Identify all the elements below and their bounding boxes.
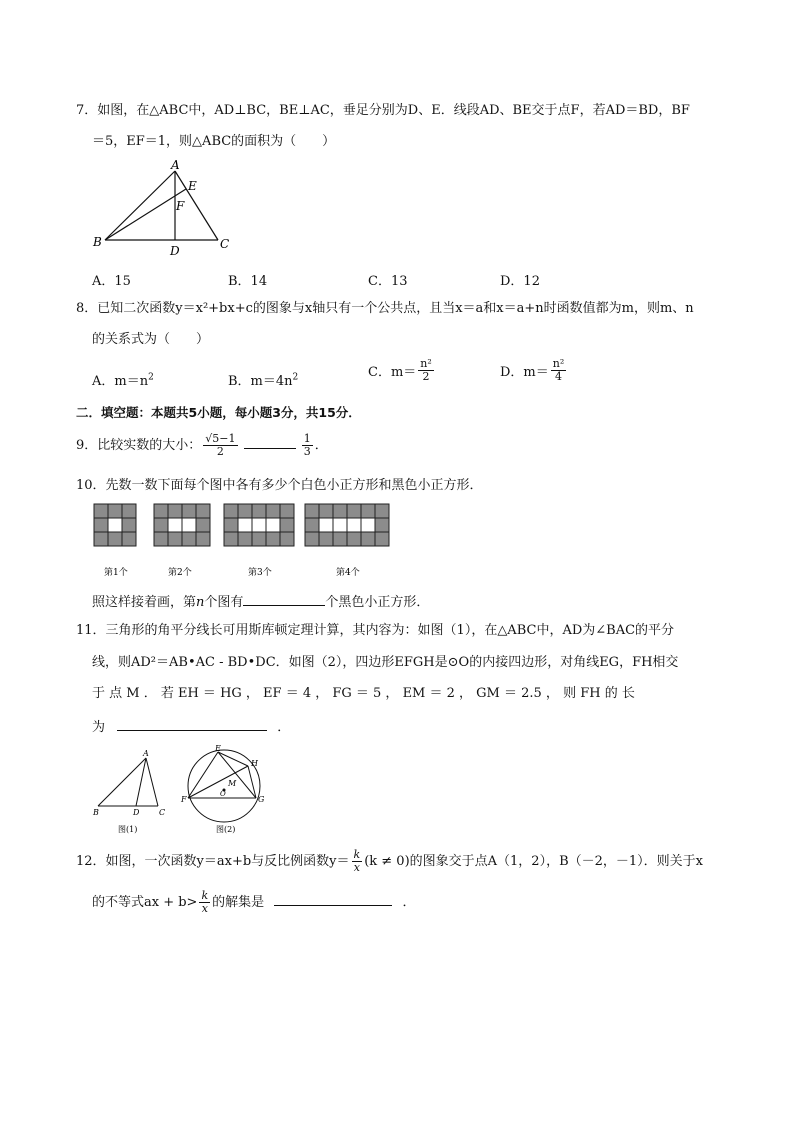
q10-caption-4: 第4个 bbox=[336, 568, 360, 578]
black-square bbox=[224, 504, 238, 518]
black-square bbox=[266, 504, 280, 518]
black-square bbox=[182, 532, 196, 546]
q7-option-b: B．14 bbox=[228, 274, 268, 289]
q11-fig2-label-g: G bbox=[258, 795, 265, 804]
q11-line2: 线，则AD²＝AB•AC - BD•DC．如图（2），四边形EFGH是⊙O的内接四边形，对角线EG，FH相交 bbox=[92, 655, 679, 670]
q12-line1: 12．如图，一次函数y＝ax+b与反比例函数y＝ $\frac{k}{x}$ (k ≠ 0)的图象交于点A（1，2），B（－2，－1）．则关于x bbox=[76, 848, 704, 874]
q11-fig1-label-d: D bbox=[133, 808, 140, 817]
black-square bbox=[182, 504, 196, 518]
black-square bbox=[122, 518, 136, 532]
q7-label-e: E bbox=[188, 179, 197, 193]
q11-fig2-label-m: M bbox=[228, 779, 237, 788]
q11-fig2-caption: 图(2) bbox=[216, 825, 236, 834]
black-square bbox=[305, 532, 319, 546]
black-square bbox=[375, 504, 389, 518]
black-square bbox=[108, 532, 122, 546]
q9-line: 9．比较实数的大小： $\frac{√5-1}{2}$ $\frac{1}{3}$ ． bbox=[76, 432, 328, 458]
black-square bbox=[238, 532, 252, 546]
black-square bbox=[238, 504, 252, 518]
q10-figure-2 bbox=[154, 504, 210, 546]
black-square bbox=[154, 518, 168, 532]
q10-caption-2: 第2个 bbox=[168, 568, 192, 578]
black-square bbox=[266, 532, 280, 546]
q8-line2: 的关系式为（ ） bbox=[92, 332, 210, 347]
q7-label-d: D bbox=[170, 244, 180, 258]
q9-answer-blank[interactable] bbox=[244, 434, 296, 449]
white-square bbox=[168, 518, 182, 532]
black-square bbox=[305, 518, 319, 532]
q7-option-a: A．15 bbox=[92, 274, 131, 289]
q7-option-d: D．12 bbox=[500, 274, 540, 289]
black-square bbox=[122, 532, 136, 546]
black-square bbox=[280, 532, 294, 546]
black-square bbox=[224, 518, 238, 532]
black-square bbox=[108, 504, 122, 518]
q11-fig1-label-b: B bbox=[93, 808, 99, 817]
q11-figures bbox=[88, 744, 278, 840]
black-square bbox=[375, 532, 389, 546]
white-square bbox=[252, 518, 266, 532]
black-square bbox=[333, 504, 347, 518]
q11-fig2-label-o: O bbox=[220, 790, 226, 798]
black-square bbox=[154, 532, 168, 546]
q12-answer-blank[interactable] bbox=[274, 891, 392, 906]
q7-label-a: A bbox=[171, 158, 180, 172]
q11-line3: 于 点 M ． 若 EH ＝ HG ， EF ＝ 4 ， FG ＝ 5 ， EM ＝ 2 ， GM ＝ 2.5 ， 则 FH 的 长 bbox=[92, 686, 635, 701]
white-square bbox=[347, 518, 361, 532]
q7-label-b: B bbox=[93, 235, 102, 249]
q7-triangle-figure bbox=[90, 158, 240, 262]
q10-figure-3 bbox=[224, 504, 294, 546]
black-square bbox=[122, 504, 136, 518]
black-square bbox=[94, 532, 108, 546]
black-square bbox=[196, 518, 210, 532]
black-square bbox=[196, 532, 210, 546]
black-square bbox=[280, 518, 294, 532]
q11-line4: 为 ． bbox=[92, 716, 290, 737]
q10-answer-blank[interactable] bbox=[243, 591, 325, 606]
black-square bbox=[168, 532, 182, 546]
black-square bbox=[319, 532, 333, 546]
black-square bbox=[168, 504, 182, 518]
black-square bbox=[252, 504, 266, 518]
q8-option-c: C．m＝ $\frac{\text{n²}}{2}$ bbox=[368, 357, 432, 383]
black-square bbox=[196, 504, 210, 518]
q11-fig2-label-f: F bbox=[181, 795, 187, 804]
q8-option-a: A．$m=n^2$ bbox=[92, 372, 154, 389]
q11-fig1-label-a: A bbox=[143, 749, 149, 758]
q7-line1: 7．如图，在△ABC中，AD⊥BC，BE⊥AC，垂足分别为D、E．线段AD、BE交于点F，若AD＝BD，BF bbox=[76, 103, 690, 118]
q10-line1: 10．先数一数下面每个图中各有多少个白色小正方形和黑色小正方形． bbox=[76, 478, 483, 493]
q11-fig2-label-e: E bbox=[215, 744, 221, 753]
black-square bbox=[361, 504, 375, 518]
q7-label-c: C bbox=[220, 237, 230, 251]
white-square bbox=[108, 518, 122, 532]
q11-fig2-label-h: H bbox=[251, 759, 258, 768]
q8-option-b: B．$m=4n^2$ bbox=[228, 372, 299, 389]
q10-caption-3: 第3个 bbox=[248, 568, 272, 578]
q10-figure-4 bbox=[305, 504, 389, 546]
black-square bbox=[347, 532, 361, 546]
q7-label-f: F bbox=[176, 199, 185, 213]
black-square bbox=[319, 504, 333, 518]
black-square bbox=[154, 504, 168, 518]
white-square bbox=[238, 518, 252, 532]
black-square bbox=[361, 532, 375, 546]
q10-line2: 照这样接着画，第n个图有 个黑色小正方形． bbox=[92, 591, 429, 612]
q8-option-d: D．m＝ $\frac{\text{n²}}{4}$ bbox=[500, 357, 565, 383]
q11-fig1-caption: 图(1) bbox=[118, 825, 138, 834]
q8-line1: 8．已知二次函数y＝x²+bx+c的图象与x轴只有一个公共点，且当x＝a和x＝a+n时函数值都为m，则m、n bbox=[76, 301, 694, 316]
black-square bbox=[252, 532, 266, 546]
q11-fig1-label-c: C bbox=[159, 808, 166, 817]
q10-squares-figure bbox=[92, 502, 402, 582]
q11-answer-blank[interactable] bbox=[117, 716, 267, 731]
black-square bbox=[375, 518, 389, 532]
q11-line1: 11．三角形的角平分线长可用斯库顿定理计算，其内容为：如图（1），在△ABC中，AD为∠BAC的平分 bbox=[76, 623, 675, 638]
q10-caption-1: 第1个 bbox=[104, 568, 128, 578]
q10-figure-1 bbox=[94, 504, 136, 546]
black-square bbox=[94, 504, 108, 518]
white-square bbox=[361, 518, 375, 532]
white-square bbox=[266, 518, 280, 532]
black-square bbox=[224, 532, 238, 546]
black-square bbox=[305, 504, 319, 518]
white-square bbox=[333, 518, 347, 532]
black-square bbox=[94, 518, 108, 532]
black-square bbox=[333, 532, 347, 546]
q7-line2: ＝5，EF＝1，则△ABC的面积为（ ） bbox=[92, 134, 336, 149]
q7-option-c: C．13 bbox=[368, 274, 408, 289]
section-fill-in-heading: 二．填空题：本题共5小题，每小题3分，共15分． bbox=[76, 405, 361, 420]
q12-line2: 的不等式ax + b> $\frac{k}{x}$ 的解集是 ． bbox=[92, 889, 416, 915]
black-square bbox=[347, 504, 361, 518]
black-square bbox=[280, 504, 294, 518]
white-square bbox=[182, 518, 196, 532]
white-square bbox=[319, 518, 333, 532]
